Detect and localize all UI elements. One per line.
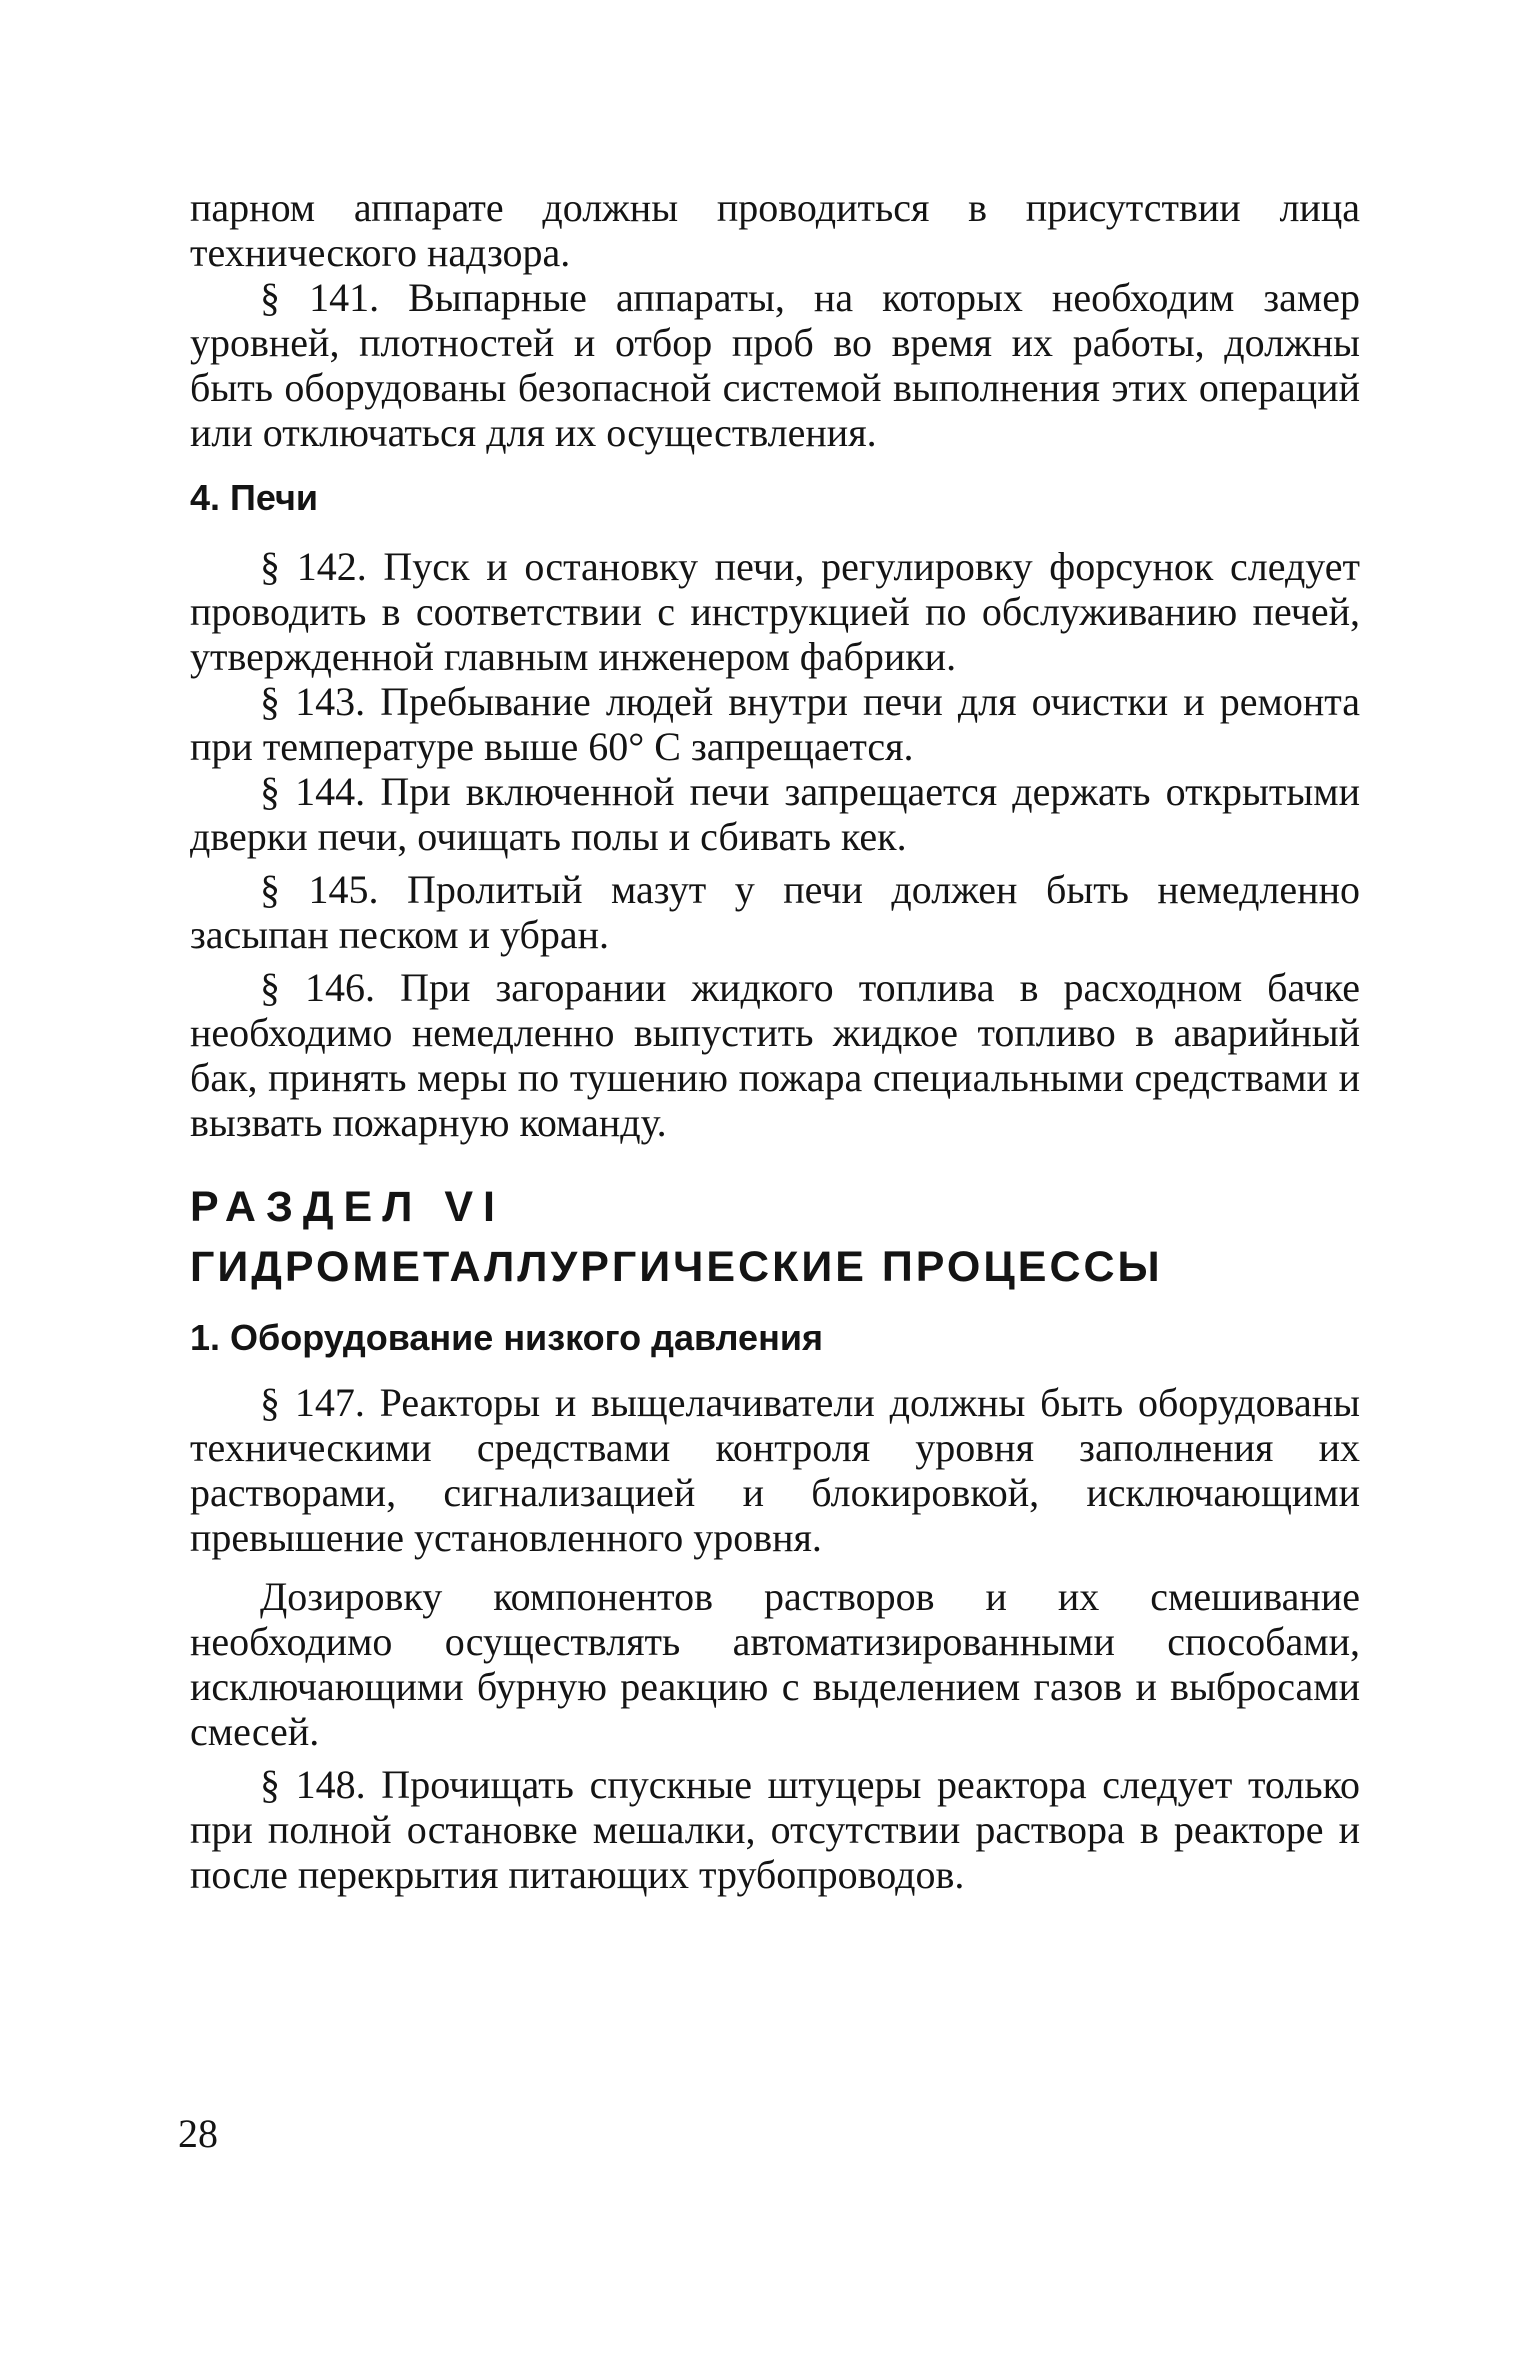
paragraph-148: § 148. Прочищать спускные штуцеры реактора следует только при полной остановке мешалки, отсутствии раствора в реакторе и после перекрытия питающих трубопроводов.: [190, 1762, 1360, 1897]
section-subtitle: ГИДРОМЕТАЛЛУРГИЧЕСКИЕ ПРОЦЕССЫ: [190, 1243, 1163, 1291]
heading-low-pressure-equipment: 1. Оборудование низкого давления: [190, 1317, 823, 1358]
section-title: РАЗДЕЛ VI: [190, 1183, 505, 1231]
document-page: [190, 185, 1360, 1897]
paragraph-continuation: парном аппарате должны проводиться в присутствии лица технического надзора.: [190, 185, 1360, 275]
paragraph-145: § 145. Пролитый мазут у печи должен быть немедленно засыпан песком и убран.: [190, 867, 1360, 957]
paragraph-142: § 142. Пуск и остановку печи, регулировку форсунок следует проводить в соответствии с инструкцией по обслуживанию печей, утвержденной главным инженером фабрики.: [190, 544, 1360, 679]
paragraph-147: § 147. Реакторы и выщелачиватели должны быть оборудованы техническими средствами контроля уровня заполнения их растворами, сигнализацией и блокировкой, исключающими превышение установленного уровня.: [190, 1380, 1360, 1560]
page-number: 28: [178, 2111, 218, 2156]
paragraph-143: § 143. Пребывание людей внутри печи для очистки и ремонта при температуре выше 60° С запрещается.: [190, 679, 1360, 769]
paragraph-146: § 146. При загорании жидкого топлива в расходном бачке необходимо немедленно выпустить жидкое топливо в аварийный бак, принять меры по тушению пожара специальными средствами и вызвать пожарную команду.: [190, 965, 1360, 1145]
heading-furnaces: 4. Печи: [190, 477, 319, 518]
paragraph-144: § 144. При включенной печи запрещается держать открытыми дверки печи, очищать полы и сбивать кек.: [190, 769, 1360, 859]
paragraph-141: § 141. Выпарные аппараты, на которых необходим замер уровней, плотностей и отбор проб во время их работы, должны быть оборудованы безопасной системой выполнения этих операций или отключаться для их осуществления.: [190, 275, 1360, 455]
paragraph-147-continued: Дозировку компонентов растворов и их смешивание необходимо осуществлять автоматизированными способами, исключающими бурную реакцию с выделением газов и выбросами смесей.: [190, 1574, 1360, 1754]
